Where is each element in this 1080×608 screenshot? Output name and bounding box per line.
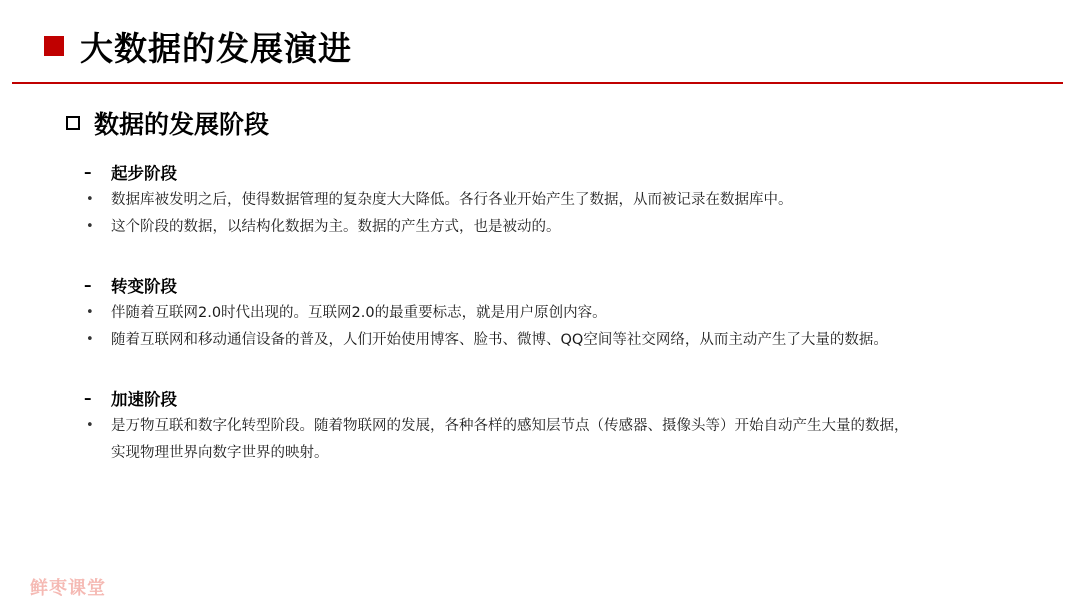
stage-heading [84,160,177,184]
stage-title: 加速阶段 [111,390,177,409]
bullet-icon: • [86,305,94,320]
stage-heading [84,273,177,297]
hollow-square-icon [66,116,80,130]
dash-icon: – [84,163,92,181]
bullet-icon: • [86,332,94,347]
stage-heading [84,386,177,410]
page-title-bar [44,24,352,68]
bullet-text: 伴随着互联网2.0时代出现的。互联网2.0的最重要标志，就是用户原创内容。 [111,305,607,321]
section-title: 数据的发展阶段 [94,110,270,139]
list-item [84,328,1011,352]
bullet-text: 数据库被发明之后，使得数据管理的复杂度大大降低。各行各业开始产生了数据，从而被记录在数据库中。 [111,192,793,208]
bullet-text: 是万物互联和数字化转型阶段。随着物联网的发展，各种各样的感知层节点（传感器、摄像头等）开始自动产生大量的数据， [111,418,909,434]
title-square-icon [44,36,64,56]
bullet-text: 实现物理世界向数字世界的映射。 [111,445,329,461]
stage-title: 起步阶段 [111,164,177,183]
watermark-logo: 鲜枣课堂 [30,578,106,599]
bullet-icon: • [86,418,94,433]
list-item-continuation [84,441,1011,465]
bullet-text: 这个阶段的数据，以结构化数据为主。数据的产生方式，也是被动的。 [111,219,561,235]
bullet-text: 随着互联网和移动通信设备的普及，人们开始使用博客、脸书、微博、QQ空间等社交网络，从而主动产生了大量的数据。 [111,332,888,348]
dash-icon: – [84,276,92,294]
list-item [84,301,1011,325]
page-title: 大数据的发展演进 [80,28,352,68]
title-divider [12,82,1063,84]
bullet-icon: • [86,192,94,207]
dash-icon: – [84,389,92,407]
stage-title: 转变阶段 [111,277,177,296]
list-item [84,188,1011,212]
section-heading [66,104,269,142]
list-item [84,215,1011,239]
bullet-icon: • [86,219,94,234]
list-item [84,414,1011,438]
